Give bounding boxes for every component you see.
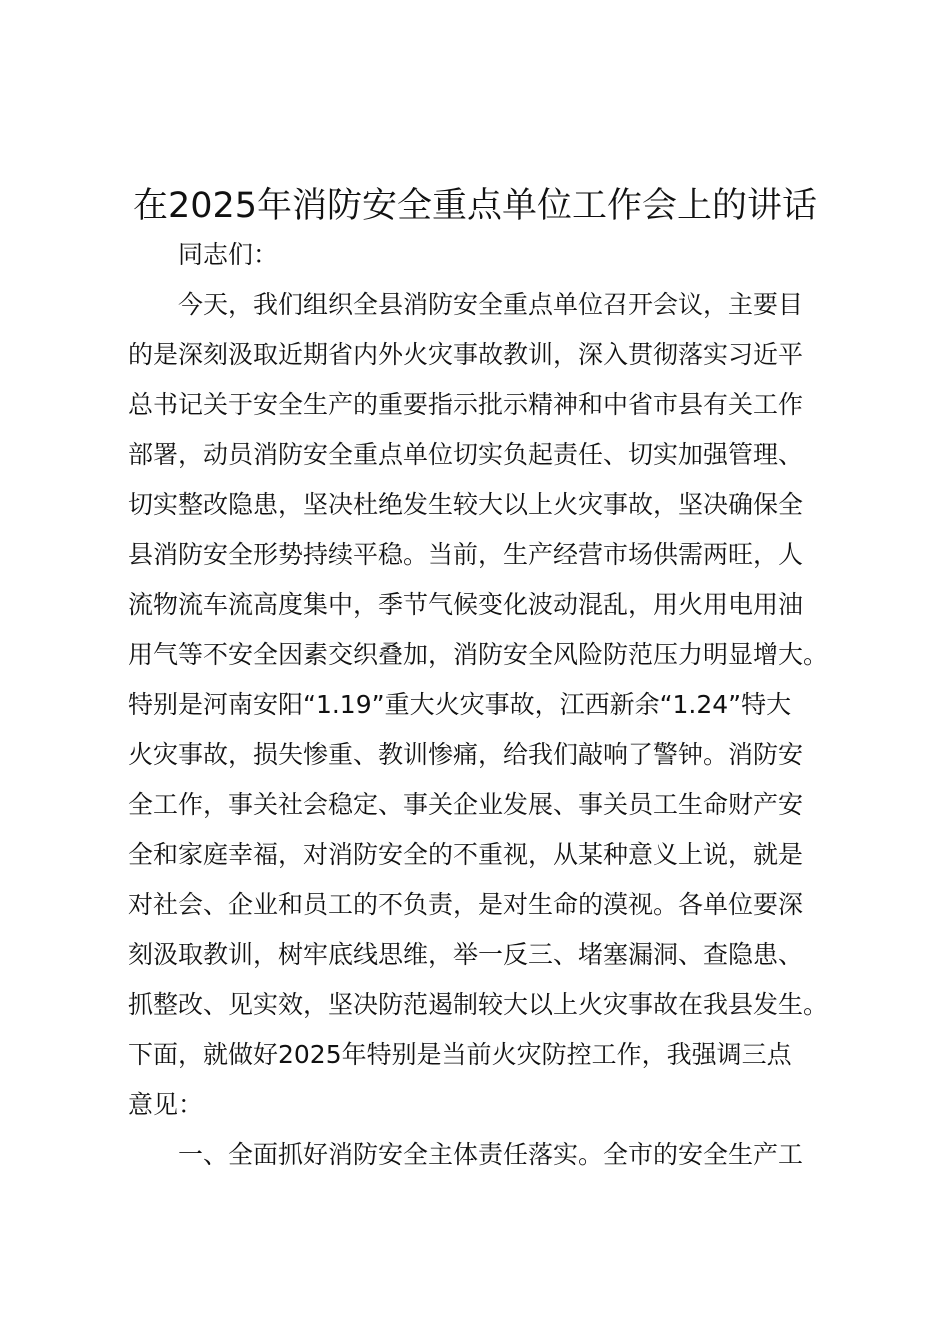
body-line: 切实整改隐患，坚决杜绝发生较大以上火灾事故，坚决确保全 [128, 490, 804, 519]
body-line: 今天，我们组织全县消防安全重点单位召开会议，主要目 [178, 290, 804, 319]
body-line: 县消防安全形势持续平稳。当前，生产经营市场供需两旺，人 [128, 540, 804, 569]
body-line: 流物流车流高度集中，季节气候变化波动混乱，用火用电用油 [128, 590, 804, 619]
body-line: 的是深刻汲取近期省内外火灾事故教训，深入贯彻落实习近平 [128, 340, 804, 369]
body-line: 下面，就做好2025年特别是当前火灾防控工作，我强调三点 [128, 1040, 792, 1069]
body-line: 抓整改、见实效，坚决防范遏制较大以上火灾事故在我县发生。 [128, 990, 829, 1019]
body-line: 部署，动员消防安全重点单位切实负起责任、切实加强管理、 [128, 440, 804, 469]
body-line: 火灾事故，损失惨重、教训惨痛，给我们敲响了警钟。消防安 [128, 740, 804, 769]
body-line: 全和家庭幸福，对消防安全的不重视，从某种意义上说，就是 [128, 840, 804, 869]
body-line: 刻汲取教训，树牢底线思维，举一反三、堵塞漏洞、查隐患、 [128, 940, 804, 969]
section-heading-line: 一、全面抓好消防安全主体责任落实。全市的安全生产工 [178, 1140, 804, 1169]
body-line: 用气等不安全因素交织叠加，消防安全风险防范压力明显增大。 [128, 640, 829, 669]
body-line: 意见： [128, 1090, 204, 1119]
body-line: 全工作，事关社会稳定、事关企业发展、事关员工生命财产安 [128, 790, 804, 819]
document-title: 在2025年消防安全重点单位工作会上的讲话 [132, 186, 818, 226]
body-line: 特别是河南安阳“1.19”重大火灾事故，江西新余“1.24”特大 [128, 690, 792, 719]
body-line: 对社会、企业和员工的不负责，是对生命的漠视。各单位要深 [128, 890, 804, 919]
body-line: 总书记关于安全生产的重要指示批示精神和中省市县有关工作 [128, 390, 804, 419]
salutation: 同志们： [178, 240, 279, 269]
